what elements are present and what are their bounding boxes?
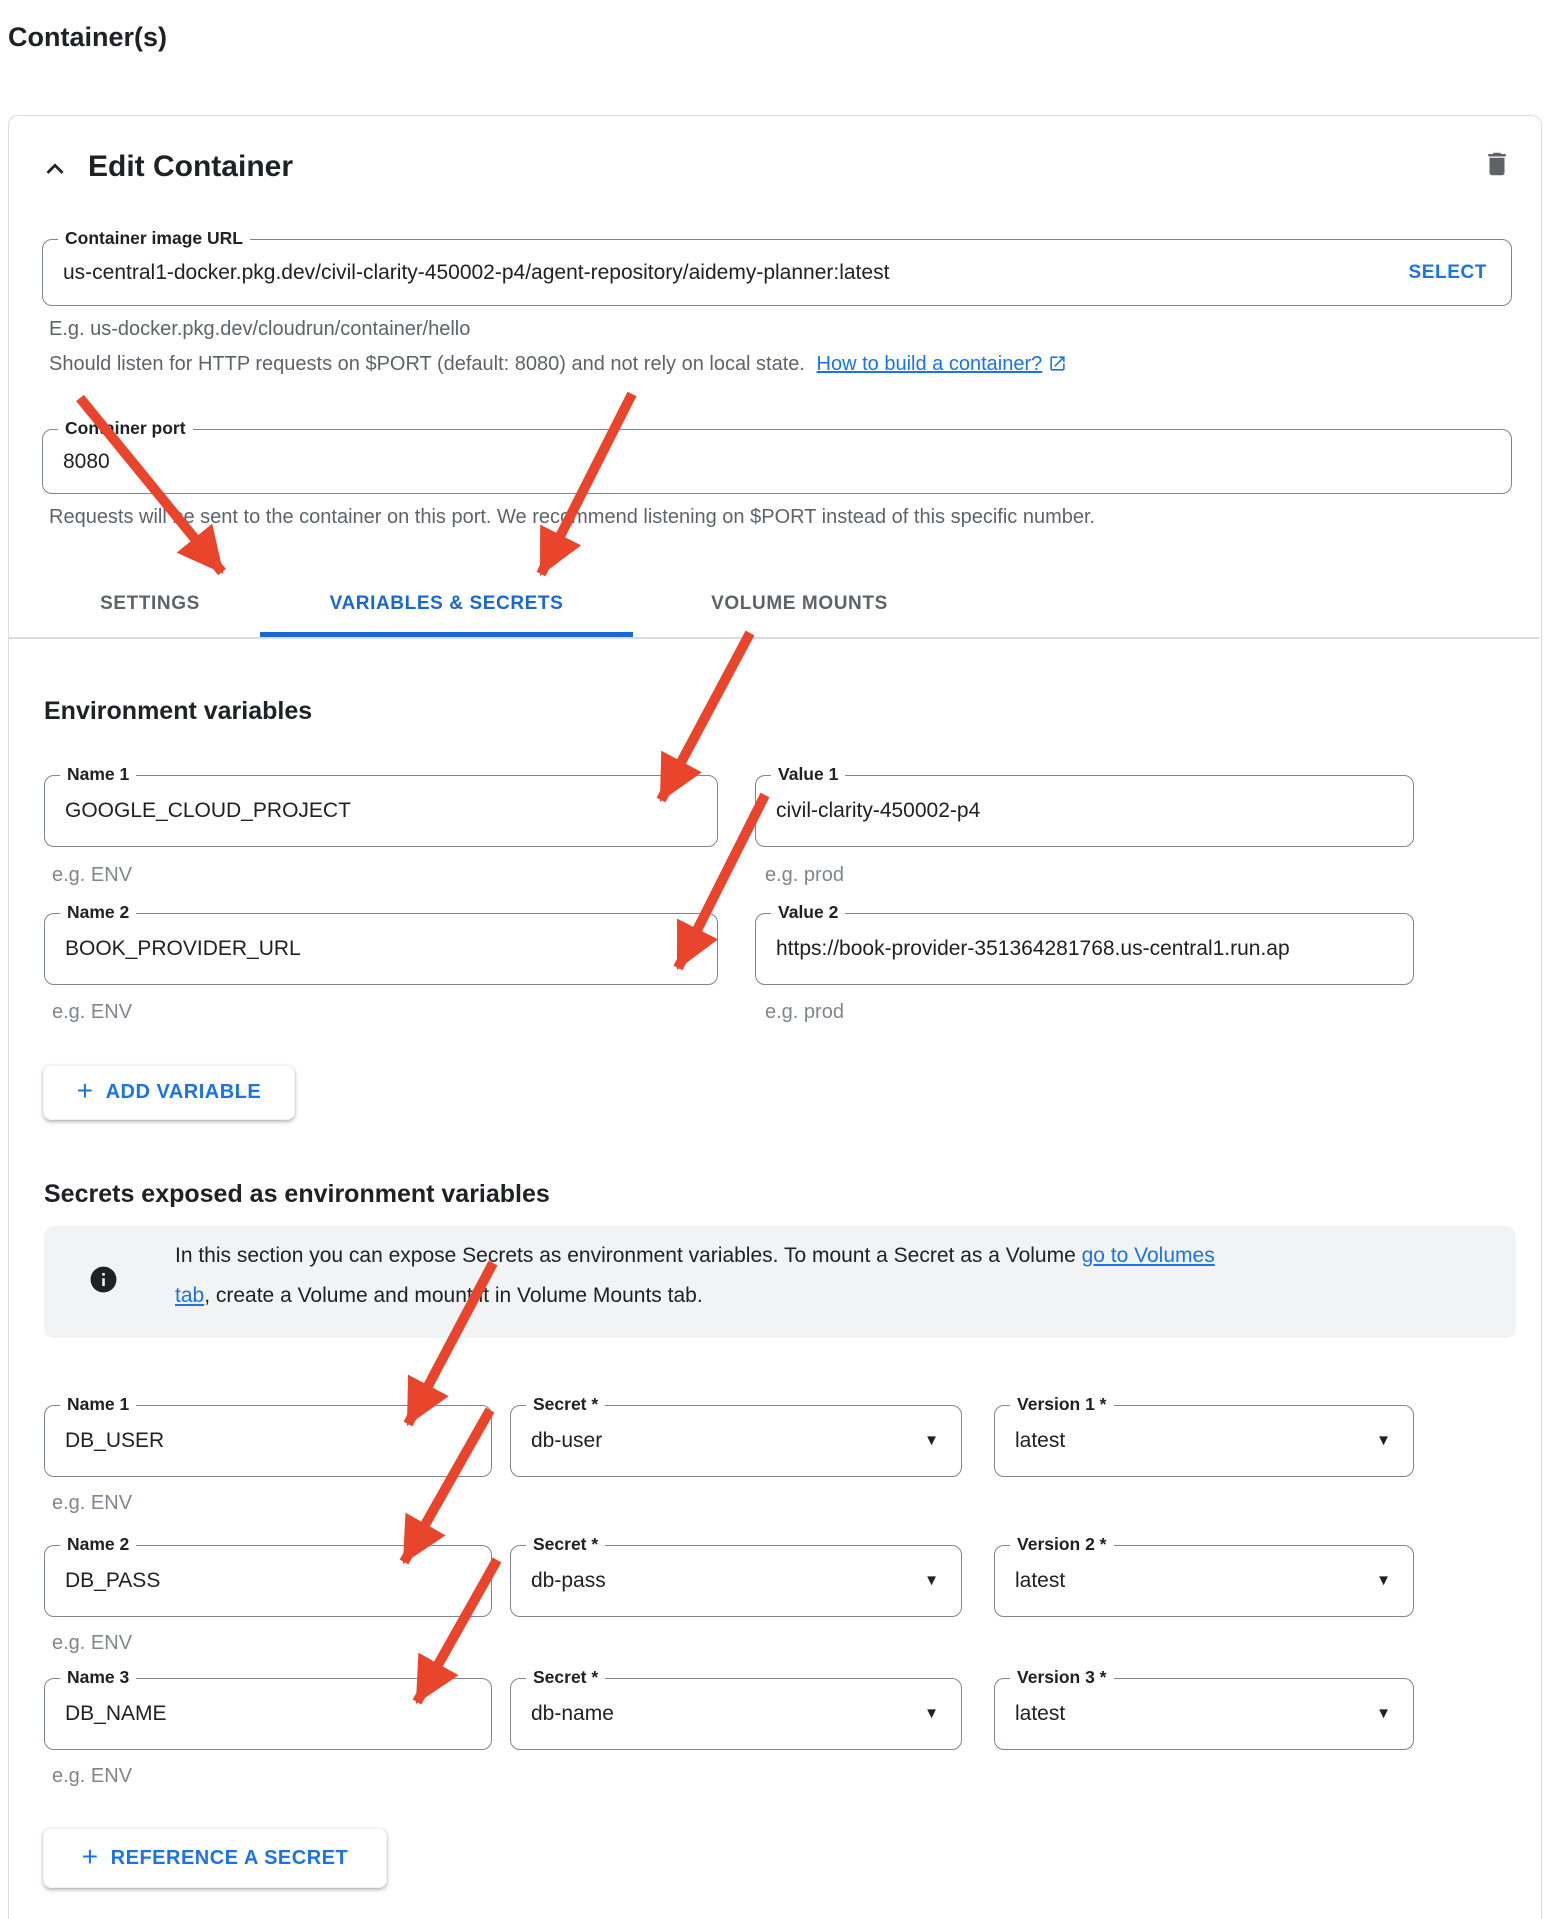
env-value-2-value: https://book-provider-351364281768.us-central1.run.ap [776,937,1290,960]
secret-name-1-label: Name 1 [60,1394,136,1415]
secret-name-2-helper: e.g. ENV [52,1632,133,1654]
caret-down-icon: ▼ [924,1432,939,1450]
secret-name-1-helper: e.g. ENV [52,1492,133,1514]
version-select-2-value: latest [1015,1569,1066,1592]
version-select-1-value: latest [1015,1429,1066,1452]
card-title: Edit Container [88,150,294,183]
plus-icon: + [81,1840,99,1872]
secret-name-1-field[interactable] [44,1394,492,1477]
add-variable-label: ADD VARIABLE [105,1081,262,1103]
info-text-line-1 [175,1244,1215,1268]
tab-volume-mounts[interactable]: VOLUME MOUNTS [711,593,888,614]
env-value-2-helper: e.g. prod [765,1001,844,1023]
secret-select-2[interactable] [510,1534,962,1617]
secret-name-3-field[interactable] [44,1667,492,1750]
version-select-1-label: Version 1 * [1010,1394,1114,1415]
secret-select-3-label: Secret * [526,1667,605,1688]
select-image-button[interactable]: SELECT [1408,261,1487,283]
env-value-2-label: Value 2 [771,902,845,923]
secret-select-1-label: Secret * [526,1394,605,1415]
container-image-url-label: Container image URL [58,228,250,249]
secret-select-2-value: db-pass [531,1569,606,1592]
port-helper: Requests will be sent to the container on this port. We recommend listening on $PORT instead of this specific number. [49,506,1096,528]
secret-select-1[interactable] [510,1394,962,1477]
image-url-example-helper: E.g. us-docker.pkg.dev/cloudrun/container/hello [49,318,471,340]
caret-down-icon: ▼ [924,1572,939,1590]
secret-name-3-helper: e.g. ENV [52,1765,133,1787]
env-value-1-label: Value 1 [771,764,845,785]
container-image-url-value: us-central1-docker.pkg.dev/civil-clarity-450002-p4/agent-repository/aidemy-planner:latest [63,260,890,284]
tab-variables-and-secrets[interactable]: VARIABLES & SECRETS [329,593,564,614]
container-image-url-field[interactable] [42,228,1512,306]
go-to-volumes-link[interactable]: go to Volumes [1081,1244,1215,1267]
secret-name-2-label: Name 2 [60,1534,136,1555]
container-port-field[interactable] [42,418,1512,494]
version-select-2[interactable] [994,1534,1414,1617]
env-name-1-field[interactable] [44,764,718,847]
version-select-1[interactable] [994,1394,1414,1477]
caret-down-icon: ▼ [1376,1705,1391,1723]
reference-a-secret-button[interactable] [43,1828,387,1888]
how-to-build-link[interactable]: How to build a container? [816,353,1043,375]
image-url-helper [49,353,1067,379]
version-select-2-label: Version 2 * [1010,1534,1114,1555]
info-text-1: In this section you can expose Secrets as environment variables. To mount a Secret as a Volume [175,1244,1082,1267]
caret-down-icon: ▼ [1376,1432,1391,1450]
secret-name-3-label: Name 3 [60,1667,136,1688]
delete-container-button[interactable] [1482,148,1512,182]
env-value-2-field[interactable] [755,902,1414,985]
open-in-new-icon [1048,354,1067,379]
go-to-volumes-link-2[interactable]: tab [175,1284,205,1307]
trash-icon [1482,167,1512,184]
env-value-1-helper: e.g. prod [765,864,844,886]
tab-settings[interactable]: SETTINGS [100,593,200,614]
secret-select-2-label: Secret * [526,1534,605,1555]
secret-select-3[interactable] [510,1667,962,1750]
env-variables-heading: Environment variables [44,697,313,725]
version-select-3-label: Version 3 * [1010,1667,1114,1688]
env-name-2-label: Name 2 [60,902,136,923]
secret-name-2-value: DB_PASS [65,1569,161,1592]
tab-divider [9,637,1539,639]
secret-select-3-value: db-name [531,1702,614,1725]
env-name-1-label: Name 1 [60,764,136,785]
container-port-value: 8080 [63,449,110,473]
env-name-1-value: GOOGLE_CLOUD_PROJECT [65,799,351,822]
info-text-2: , create a Volume and mount it in Volume Mounts tab. [204,1284,703,1307]
env-name-1-helper: e.g. ENV [52,864,133,886]
version-select-3[interactable] [994,1667,1414,1750]
secret-name-1-value: DB_USER [65,1429,165,1452]
env-name-2-helper: e.g. ENV [52,1001,133,1023]
secret-name-2-field[interactable] [44,1534,492,1617]
info-text-line-2 [175,1284,703,1308]
plus-icon: + [76,1075,94,1106]
add-variable-button[interactable] [43,1065,295,1120]
caret-down-icon: ▼ [1376,1572,1391,1590]
collapse-button[interactable] [38,152,72,186]
version-select-3-value: latest [1015,1702,1066,1725]
page-title: Container(s) [8,22,168,52]
secrets-heading: Secrets exposed as environment variables [44,1180,550,1208]
env-value-1-field[interactable] [755,764,1414,847]
container-port-label: Container port [58,418,193,439]
env-value-1-value: civil-clarity-450002-p4 [776,799,981,822]
reference-a-secret-label: REFERENCE A SECRET [110,1846,349,1869]
image-url-helper-text: Should listen for HTTP requests on $PORT (default: 8080) and not rely on local state. [49,353,805,375]
info-icon [88,1264,119,1300]
env-name-2-field[interactable] [44,902,718,985]
secret-name-3-value: DB_NAME [65,1702,167,1725]
secrets-info-banner [44,1226,1516,1338]
caret-down-icon: ▼ [924,1705,939,1723]
env-name-2-value: BOOK_PROVIDER_URL [65,937,301,960]
chevron-up-icon [38,173,72,190]
secret-select-1-value: db-user [531,1429,603,1452]
